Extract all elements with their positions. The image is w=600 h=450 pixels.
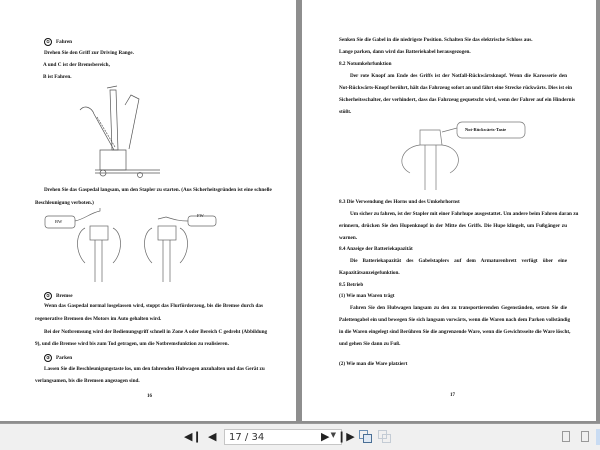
text-line: Lassen Sie die Beschleunigungstaste los, um den fahrenden Hubwagen anzuhalten und das Gerät zu [44, 366, 265, 372]
text-line: Um sicher zu fahren, ist der Stapler mit einer Fahrhupe ausgestattet. Um andere beim Fahren daran zu [350, 211, 579, 217]
navigation-toolbar [0, 423, 600, 450]
two-page-view-icon[interactable] [596, 429, 600, 445]
text-line: erinnern, drücken Sie den Hupenknopf in der Mitte des Griffs. Die Hupe klingelt, um Fußgänger zu [339, 223, 567, 229]
pallet-truck-handle-illustration [70, 85, 160, 180]
text-line: Palettengabel ein und bewegen Sie sich langsam vorwärts, wenn die Waren nach dem Parken vollständig [339, 317, 571, 323]
text-line: Not-Rückwärts-Knopf berührt, hält das Fahrzeug sofort an und fährt eine Strecke rückwärts. Dies ist ein [339, 85, 573, 91]
section-fahren: ① Fahren [44, 38, 72, 46]
fit-page-icon[interactable] [359, 430, 371, 442]
page-number-value: 17 / 34 [229, 432, 265, 443]
section-parken: ③ Parken [44, 354, 72, 362]
subheading-1: (1) Wie man Waren trägt [339, 293, 395, 299]
chevron-down-icon[interactable]: ▼ [330, 431, 336, 439]
text-line: B ist Fahren. [43, 74, 72, 80]
text-line: verlangsamen, bis die Bremsen angezogen sind. [35, 378, 140, 384]
circled-number: ① [44, 38, 52, 46]
page-16 [0, 0, 296, 421]
text-line: Bei der Notbremsung wird der Bedienungsgriff schnell in Zone A oder Bereich C gedreht (Abbildung [44, 329, 268, 335]
callout-emergency-reverse: Not-Rückwärts-Taste [465, 127, 507, 132]
text-line: Senken Sie die Gabel in die niedrigste Position. Schalten Sie das elektrische Schloss aus. [339, 37, 533, 43]
text-line: A und C ist der Bremsbereich, [43, 62, 110, 68]
text-line: Beschleunigung verboten.) [35, 200, 94, 206]
circled-number: ③ [44, 354, 52, 362]
page-number: 17 [450, 393, 455, 398]
text-line: 9), und die Bremse wird bis zum Tod getragen, um die Notbremsfunktion zu realisieren. [35, 341, 229, 347]
text-line: Die Batteriekapazität des Gabelstaplers auf dem Armaturenbrett verfügt über eine [350, 258, 567, 264]
last-page-icon[interactable]: ❙▶ [337, 430, 355, 443]
text-line: stößt. [339, 109, 352, 115]
text-line: warnen. [339, 235, 358, 241]
text-line: Drehen Sie das Gaspedal langsam, um den Stapler zu starten. (Aus Sicherheitsgründen ist eine schnelle [44, 187, 272, 193]
text-line: Sicherheitsschalter, der verhindert, dass das Fahrzeug gequetscht wird, wenn der Fahrer auf ein Hindernis [339, 97, 576, 103]
page-number: 16 [147, 394, 152, 399]
fit-width-icon[interactable] [378, 430, 390, 442]
text-line: Lange parken, dann wird das Batteriekabel herausgezogen. [339, 49, 471, 55]
next-page-icon[interactable]: ▶ [321, 430, 330, 443]
heading-8-3: 8.3 Die Verwendung des Horns und des Umkehrhornst [339, 199, 460, 205]
page-17 [302, 0, 596, 421]
text-line: regenerative Bremsen des Motors im Auto gehalten wird. [35, 316, 162, 322]
text-line: Fahren Sie den Hubwagen langsam zu den zu transportierenden Gegenständen, setzen Sie die [350, 305, 567, 311]
label-fw: FW [197, 213, 204, 218]
text-line: Wenn das Gaspedal normal losgelassen wird, stoppt das Flurförderzeug, bis die Bremse durch das [44, 303, 263, 309]
text-line: Der rote Knopf am Ende des Griffs ist der Notfall-Rückwärtsknopf. Wenn die Karosserie den [350, 73, 567, 79]
heading-8-2: 8.2 Notumkehrfunktion [339, 61, 392, 67]
subheading-2: (2) Wie man die Ware platziert [339, 361, 408, 367]
handle-forward-illustration [140, 208, 230, 283]
text-line: und gehen Sie dann zu Fuß. [339, 341, 401, 347]
heading-8-4: 8.4 Anzeige der Batteriekapazität [339, 246, 413, 252]
text-line: in die Waren eingelegt sind Berühren Sie die angrenzende Ware, wenn die Gewichtsseite die Ware löscht, [339, 329, 571, 335]
section-bremse: ② Bremse [44, 292, 73, 300]
label-bw: BW [55, 219, 63, 224]
first-page-icon[interactable]: ◀❙ [184, 430, 202, 443]
prev-page-icon[interactable]: ◀ [208, 430, 217, 443]
handle-backward-illustration [40, 208, 130, 283]
text-line: Kapazitätsanzeigefunktion. [339, 270, 400, 276]
heading-8-5: 8.5 Betrieb [339, 282, 364, 288]
continuous-view-icon[interactable] [581, 431, 589, 442]
text-line: Drehen Sie den Griff zur Driving Range. [44, 50, 134, 56]
circled-number: ② [44, 292, 52, 300]
single-page-view-icon[interactable] [562, 431, 570, 442]
